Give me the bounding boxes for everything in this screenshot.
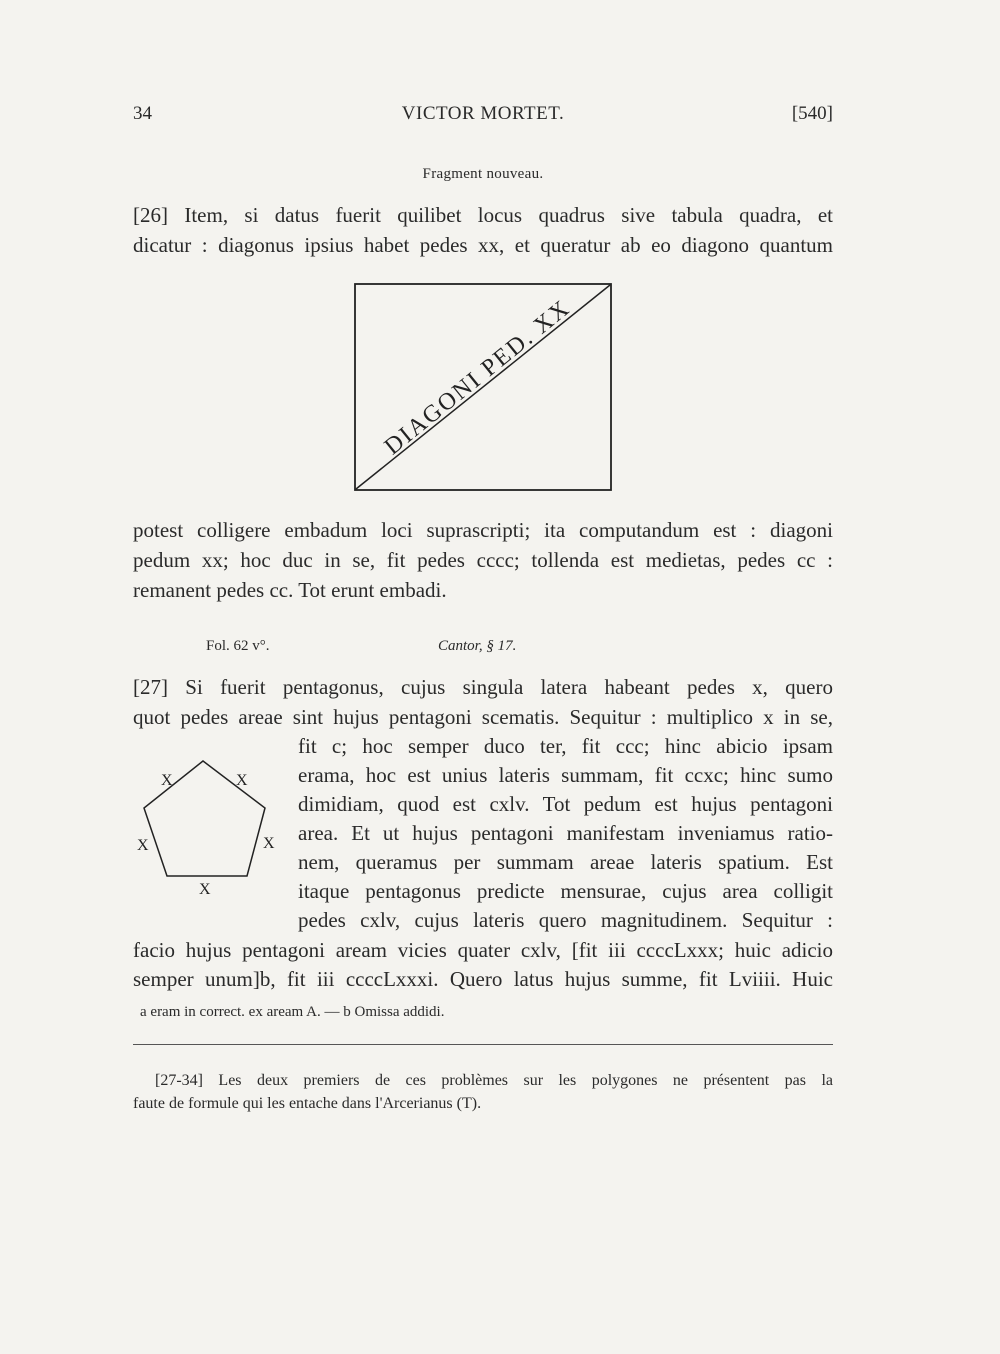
pentagon-figure — [133, 752, 283, 902]
para26-line2: dicatur : diagonus ipsius habet pedes xx, et queratur ab eo diagono quantum — [133, 233, 833, 257]
para27-line11: semper unum]b, fit iii ccccLxxxi. Quero latus hujus summe, fit Lviiii. Huic — [133, 967, 833, 991]
para27-line6: area. Et ut hujus pentagoni manifestam inveniamus ratio- — [298, 821, 833, 845]
para26-line3: potest colligere embadum loci suprascripti; ita computandum est : diagoni — [133, 518, 833, 542]
para27-line5: dimidiam, quod est cxlv. Tot pedum est hujus pentagoni — [298, 792, 833, 816]
para27-line8: itaque pentagonus predicte mensurae, cujus area colligit — [298, 879, 833, 903]
bracket-page-number: [540] — [791, 103, 833, 124]
para27-line4: erama, hoc est unius lateris summam, fit ccxc; hinc sumo — [298, 763, 833, 787]
footnote: a eram in correct. ex aream A. — b Omissa addidi. — [140, 1004, 445, 1020]
commentary-line1: [27-34] Les deux premiers de ces problèmes sur les polygones ne présentent pas la — [155, 1072, 833, 1089]
commentary-rule — [133, 1044, 833, 1045]
page-number: 34 — [133, 103, 152, 124]
pentagon-label-bottom: X — [199, 881, 211, 898]
fragment-label: Fragment nouveau. — [422, 166, 544, 182]
running-title: VICTOR MORTET. — [401, 103, 565, 124]
pentagon-label-left: X — [137, 837, 149, 854]
para27-line9: pedes cxlv, cujus lateris quero magnitudinem. Sequitur : — [298, 908, 833, 932]
para26-line4: pedum xx; hoc duc in se, fit pedes cccc; tollenda est medietas, pedes cc : — [133, 548, 833, 572]
running-header — [133, 103, 833, 131]
pentagon-label-top-right: X — [236, 772, 248, 789]
para27-line10: facio hujus pentagoni aream vicies quater cxlv, [fit iii ccccLxxx; huic adicio — [133, 938, 833, 962]
para27-line2: quot pedes areae sint hujus pentagoni scematis. Sequitur : multiplico x in se, — [133, 705, 833, 729]
pentagon-label-top-left: X — [161, 772, 173, 789]
para27-line3: fit c; hoc semper duco ter, fit ccc; hinc abicio ipsam — [298, 734, 833, 758]
para26-line5: remanent pedes cc. Tot erunt embadi. — [133, 578, 447, 602]
cantor-reference: Cantor, § 17. — [438, 638, 517, 654]
commentary-line2: faute de formule qui les entache dans l'Arcerianus (T). — [133, 1095, 482, 1112]
para27-line1: [27] Si fuerit pentagonus, cujus singula latera habeant pedes x, quero — [133, 675, 833, 699]
para26-line1: [26] Item, si datus fuerit quilibet locus quadrus sive tabula quadra, et — [133, 203, 833, 227]
square-diagonal-figure — [354, 283, 612, 491]
folio-note: Fol. 62 v°. — [206, 638, 270, 654]
pentagon-label-right: X — [263, 835, 275, 852]
para27-line7: nem, queramus per summam areae lateris spatium. Est — [298, 850, 833, 874]
diagonal-label: DIAGONI PED. XX — [379, 294, 576, 461]
